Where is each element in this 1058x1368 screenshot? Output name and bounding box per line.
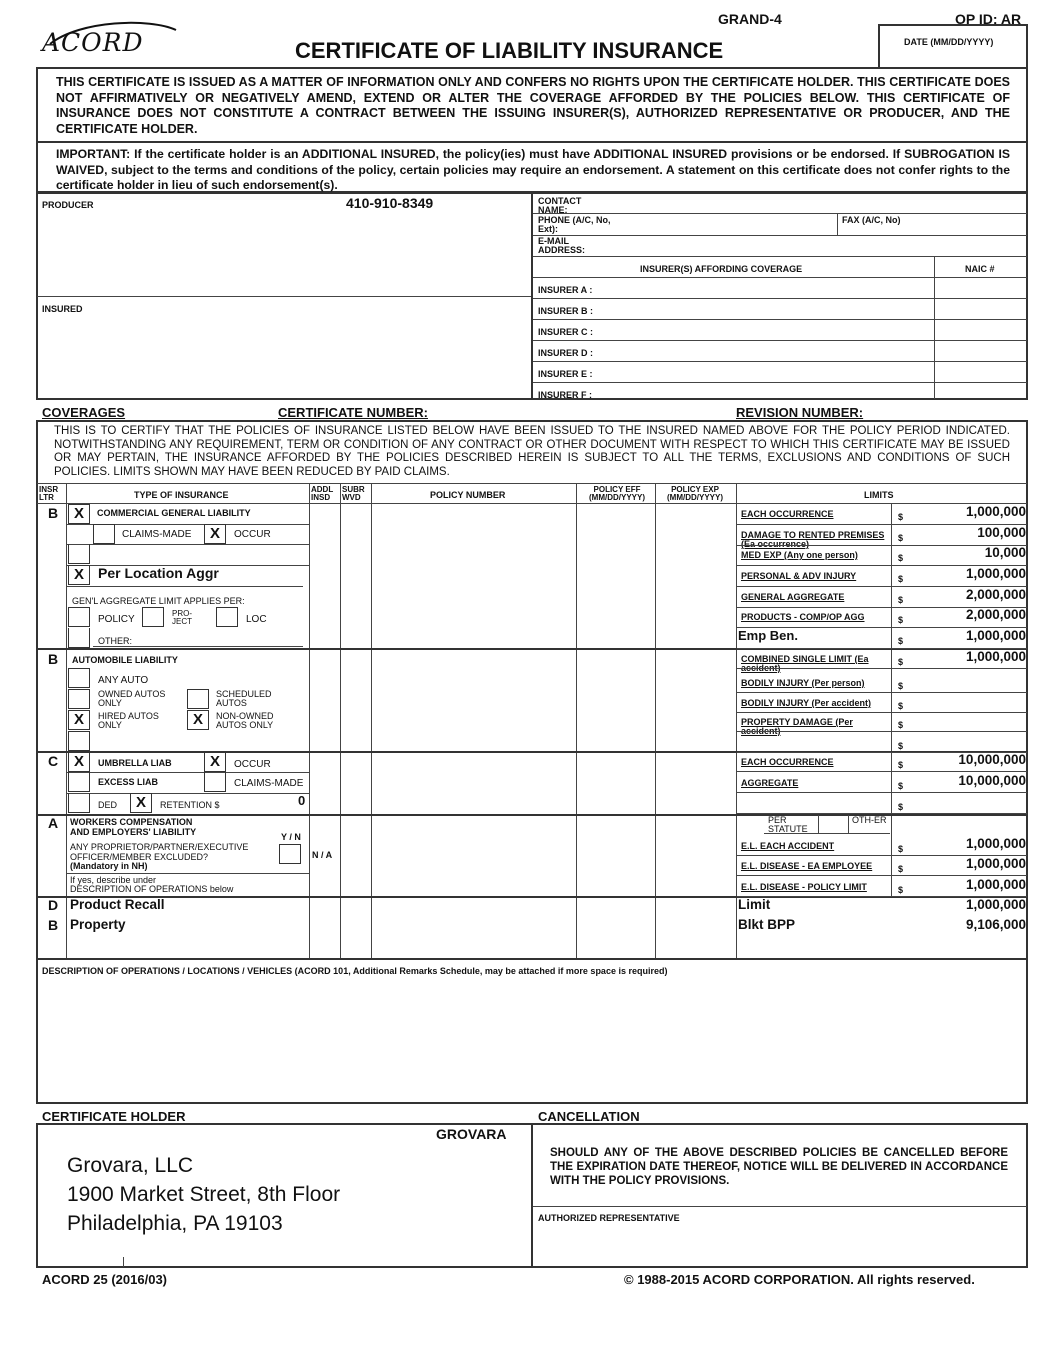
page-title: CERTIFICATE OF LIABILITY INSURANCE [295,38,724,63]
dollar-sign: $ [898,681,904,691]
ded-label: DED [98,800,118,810]
gl-agg-applies: GEN'L AGGREGATE LIMIT APPLIES PER: [72,596,245,606]
gl-per-location-checkbox[interactable]: X [68,565,90,585]
col-insr-ltr: INSR LTR [39,485,59,502]
auto-limit-label: BODILY INJURY (Per accident) [741,698,872,708]
umbrella-claims-made-label: CLAIMS-MADE [234,778,304,789]
gl-limit-amount: 1,000,000 [965,566,1026,581]
retention-label: RETENTION $ [160,800,220,810]
dollar-sign: $ [898,701,904,711]
dollar-sign: $ [898,574,904,584]
owned-autos-label: OWNED AUTOS ONLY [98,689,166,708]
retention-checkbox[interactable]: X [130,793,152,813]
wc-limit-label: E.L. DISEASE - EA EMPLOYEE [741,861,873,871]
excess-label: EXCESS LIAB [98,777,159,787]
other-row-amount: 1,000,000 [965,897,1026,912]
umbrella-limit-amount: 10,000,000 [958,752,1026,767]
excess-checkbox[interactable] [68,772,90,792]
auto-title: AUTOMOBILE LIABILITY [72,655,178,665]
col-subr: SUBR WVD [342,485,365,502]
gl-project-label: PRO-JECT [172,609,192,626]
per-statute-label: PER STATUTE [768,815,808,834]
gl-limit-amount: 10,000 [984,545,1026,560]
umbrella-label: UMBRELLA LIAB [98,758,172,768]
any-auto-checkbox[interactable] [68,668,90,688]
phone-label: PHONE (A/C, No, Ext): [538,215,611,234]
gl-limit-amount: 100,000 [977,525,1026,540]
auto-blank-checkbox[interactable] [68,731,90,751]
wc-excluded-checkbox[interactable] [279,844,301,864]
important-notice: IMPORTANT: If the certificate holder is an ADDITIONAL INSURED, the policy(ies) must have ADDITIONAL INSURED provisions or be endorsed. If SUBROGATION IS WAIVED, subject to the terms and conditions of the policy, certain policies may require an endorsement. A statement on this certificate does not confer rights to the certificate holder in lieu of such endorsement(s). [56,147,1010,192]
dollar-sign: $ [898,553,904,563]
wc-mandatory: (Mandatory in NH) [70,861,148,871]
gl-loc-checkbox[interactable] [216,607,238,627]
gl-loc-label: LOC [246,614,267,625]
gl-limit-label: PRODUCTS - COMP/OP AGG [741,612,865,622]
any-auto-label: ANY AUTO [98,675,149,686]
holder-code: GROVARA [436,1126,507,1142]
gl-limit-label: Emp Ben. [738,628,798,643]
holder-address-1: 1900 Market Street, 8th Floor [67,1183,341,1206]
holder-name: Grovara, LLC [67,1154,194,1177]
gl-limit-amount: 2,000,000 [965,607,1026,622]
wc-title-1: WORKERS COMPENSATION [70,817,193,827]
fax-label: FAX (A/C, No) [842,215,901,225]
gl-blank-checkbox[interactable] [68,544,90,564]
dollar-sign: $ [898,595,904,605]
wc-if-yes-2: DESCRIPTION OF OPERATIONS below [70,884,234,894]
naic-header: NAIC # [965,264,995,274]
dollar-sign: $ [898,720,904,730]
gl-occur-checkbox[interactable]: X [204,524,226,544]
wc-yn: Y / N [281,832,301,842]
issued-notice: THIS CERTIFICATE IS ISSUED AS A MATTER OF INFORMATION ONLY AND CONFERS NO RIGHTS UPON THE CERTIFICATE HOLDER. THIS CERTIFICATE DOES NOT AFFIRMATIVELY OR NEGATIVELY AMEND, EXTEND OR ALTER THE COVERAGE AFFORDED BY THE POLICIES BELOW. THIS CERTIFICATE OF INSURANCE DOES NOT CONSTITUTE A CONTRACT BETWEEN THE ISSUING INSURER(S), AUTHORIZED REPRESENTATIVE OR PRODUCER, AND THE CERTIFICATE HOLDER. [56,75,1010,136]
auto-limit-label: PROPERTY DAMAGE (Per accident) [741,717,853,736]
other-row-limit-label: Limit [738,897,771,912]
insured-label: INSURED [42,304,83,314]
gl-project-checkbox[interactable] [142,607,164,627]
col-exp: POLICY EXP (MM/DD/YYYY) [667,485,723,502]
gl-limit-label: DAMAGE TO RENTED PREMISES (Ea occurrence) [741,530,885,549]
auto-limit-label: BODILY INJURY (Per person) [741,678,865,688]
umbrella-ltr: C [48,753,59,769]
auto-limit-label: COMBINED SINGLE LIMIT (Ea accident) [741,654,869,673]
wc-na: N / A [312,850,333,860]
dollar-sign: $ [898,615,904,625]
dollar-sign: $ [898,741,904,751]
scheduled-autos-checkbox[interactable] [187,689,209,709]
op-id: OP ID: AR [955,11,1022,27]
coverages-table [36,420,1028,960]
notice-box [36,67,1028,143]
dollar-sign: $ [898,533,904,543]
dollar-sign: $ [898,512,904,522]
dollar-sign: $ [898,864,904,874]
date-box[interactable]: DATE (MM/DD/YYYY) [878,24,1028,68]
gl-limit-label: MED EXP (Any one person) [741,550,858,560]
gl-limit-amount: 1,000,000 [965,628,1026,643]
owned-autos-checkbox[interactable] [68,689,90,709]
gl-claims-made-checkbox[interactable] [93,524,115,544]
gl-other-label: OTHER: [98,636,133,646]
wc-limit-amount: 1,000,000 [965,877,1026,892]
umbrella-occur-label: OCCUR [234,759,271,770]
col-policy-number: POLICY NUMBER [430,490,506,500]
wc-limit-label: E.L. DISEASE - POLICY LIMIT [741,882,867,892]
dollar-sign: $ [898,885,904,895]
description-box[interactable] [36,958,1028,1104]
scheduled-autos-label: SCHEDULED AUTOS [216,689,272,708]
holder-label: CERTIFICATE HOLDER [42,1109,186,1124]
umbrella-checkbox[interactable]: X [68,752,90,772]
insurers-header: INSURER(S) AFFORDING COVERAGE [640,264,803,274]
description-label: DESCRIPTION OF OPERATIONS / LOCATIONS / VEHICLES (ACORD 101, Additional Remarks Schedule, may be attached if more space is required) [42,966,668,976]
umbrella-limit-label: AGGREGATE [741,778,799,788]
wc-ltr: A [48,815,59,831]
umbrella-claims-made-checkbox[interactable] [204,772,226,792]
wc-any-prop-1: ANY PROPRIETOR/PARTNER/EXECUTIVE [70,842,249,852]
umbrella-limit-label: EACH OCCURRENCE [741,757,834,767]
acord-logo: ACORD [40,16,180,56]
cert-number-label: CERTIFICATE NUMBER: [278,405,428,420]
gl-limit-amount: 1,000,000 [965,504,1026,519]
dollar-sign: $ [898,636,904,646]
dollar-sign: $ [898,657,904,667]
wc-limit-amount: 1,000,000 [965,856,1026,871]
gl-occur-label: OCCUR [234,529,271,540]
certify-text: THIS IS TO CERTIFY THAT THE POLICIES OF INSURANCE LISTED BELOW HAVE BEEN ISSUED TO THE INSURED NAMED ABOVE FOR THE POLICY PERIOD INDICATED. NOTWITHSTANDING ANY REQUIREMENT, TERM OR CONDITION OF ANY CONTRACT OR OTHER DOCUMENT WITH RESPECT TO WHICH THIS CERTIFICATE MAY BE ISSUED OR MAY PERTAIN, THE INSURANCE AFFORDED BY THE POLICIES DESCRIBED HEREIN IS SUBJECT TO ALL THE TERMS, EXCLUSIONS AND CONDITIONS OF SUCH POLICIES. LIMITS SHOWN MAY HAVE BEEN REDUCED BY PAID CLAIMS. [54,425,1010,478]
col-addl: ADDL INSD [311,485,334,502]
cancellation-text: SHOULD ANY OF THE ABOVE DESCRIBED POLICIES BE CANCELLED BEFORE THE EXPIRATION DATE THEREOF, NOTICE WILL BE DELIVERED IN ACCORDANCE WITH THE POLICY PROVISIONS. [550,1147,1008,1187]
producer-label: PRODUCER [42,200,94,210]
insurer-a-label: INSURER A : [538,285,593,295]
gl-checkbox[interactable]: X [68,504,90,524]
form-number: ACORD 25 (2016/03) [42,1272,167,1287]
other-row-amount: 9,106,000 [965,917,1026,932]
cancellation-label: CANCELLATION [538,1109,640,1124]
wc-if-yes-1: If yes, describe under [70,875,157,885]
gl-policy-label: POLICY [98,614,135,625]
col-eff: POLICY EFF (MM/DD/YYYY) [589,485,645,502]
form-code: GRAND-4 [718,11,782,27]
hired-autos-checkbox[interactable]: X [68,710,90,730]
gl-policy-checkbox[interactable] [68,607,90,627]
other-row-type: Product Recall [70,897,165,912]
gl-limit-label: EACH OCCURRENCE [741,509,834,519]
col-type: TYPE OF INSURANCE [134,490,229,500]
holder-address-2: Philadelphia, PA 19103 [67,1212,283,1235]
gl-limit-label: PERSONAL & ADV INJURY [741,571,857,581]
email-label: E-MAIL ADDRESS: [538,236,586,255]
important-box [36,141,1028,193]
contact-name-label: CONTACT NAME: [538,196,582,215]
umbrella-limit-amount: 10,000,000 [958,773,1026,788]
insurer-e-label: INSURER E : [538,369,593,379]
gl-per-location-label: Per Location Aggr [98,565,219,581]
hired-autos-label: HIRED AUTOS ONLY [98,711,159,730]
non-owned-autos-label: NON-OWNED AUTOS ONLY [216,711,274,730]
other-row-type: Property [70,917,126,932]
insurer-f-label: INSURER F : [538,390,592,400]
insurer-b-label: INSURER B : [538,306,594,316]
gl-other-checkbox[interactable] [68,628,90,648]
ded-checkbox[interactable] [68,793,90,813]
umbrella-occur-checkbox[interactable]: X [204,752,226,772]
gl-claims-made-label: CLAIMS-MADE [122,529,192,540]
non-owned-autos-checkbox[interactable]: X [187,710,209,730]
gl-title: COMMERCIAL GENERAL LIABILITY [97,508,251,518]
producer-phone: 410-910-8349 [346,195,434,211]
coverages-label: COVERAGES [42,405,126,420]
auto-limit-amount: 1,000,000 [965,649,1026,664]
dollar-sign: $ [898,760,904,770]
wc-any-prop-2: OFFICER/MEMBER EXCLUDED? [70,852,209,862]
other-row-ltr: B [48,917,59,933]
wc-limit-amount: 1,000,000 [965,836,1026,851]
revision-label: REVISION NUMBER: [736,405,864,420]
dollar-sign: $ [898,844,904,854]
other-row-limit-label: Blkt BPP [738,917,796,932]
dollar-sign: $ [898,802,904,812]
insurer-d-label: INSURER D : [538,348,594,358]
dollar-sign: $ [898,781,904,791]
copyright: © 1988-2015 ACORD CORPORATION. All rights reserved. [624,1272,975,1287]
gl-ltr: B [48,505,59,521]
auto-ltr: B [48,651,59,667]
oth-er-label: OTH-ER [852,815,887,825]
wc-title-2: AND EMPLOYERS' LIABILITY [70,827,197,837]
other-row-ltr: D [48,897,59,913]
gl-limit-amount: 2,000,000 [965,587,1026,602]
authorized-rep-label: AUTHORIZED REPRESENTATIVE [538,1213,680,1223]
wc-limit-label: E.L. EACH ACCIDENT [741,841,835,851]
gl-limit-label: GENERAL AGGREGATE [741,592,845,602]
retention-value: 0 [298,793,306,808]
insurer-c-label: INSURER C : [538,327,594,337]
col-limits: LIMITS [864,490,894,500]
